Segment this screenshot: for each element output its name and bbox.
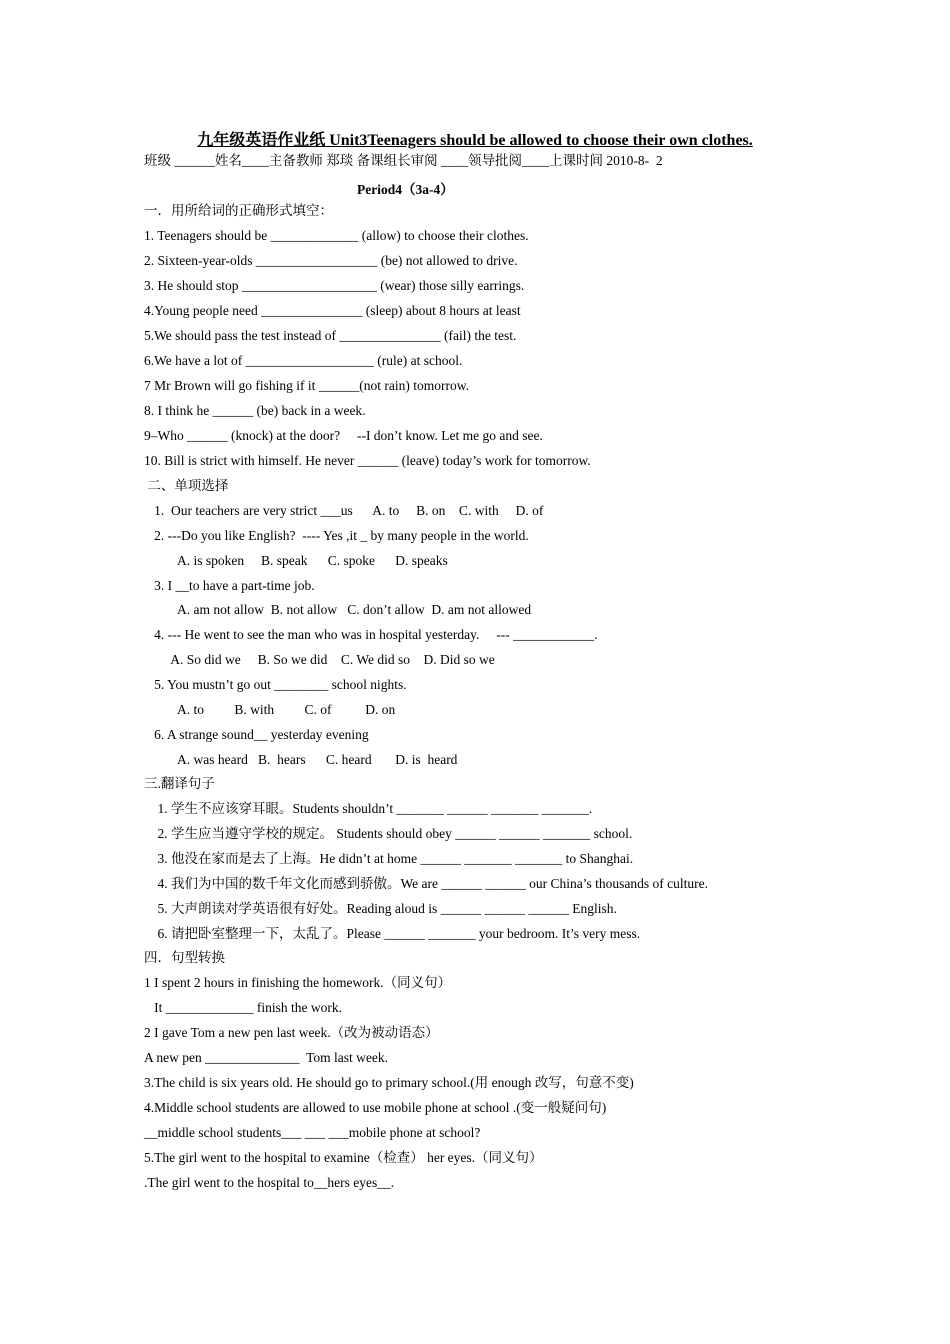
section-3-item: 2. 学生应当遵守学校的规定。 Students should obey ______ ______ _______ school.	[144, 826, 633, 841]
section-1-item: 8. I think he ______ (be) back in a week.	[144, 403, 366, 418]
section-3-item: 3. 他没在家而是去了上海。He didn’t at home ______ _______ _______ to Shanghai.	[144, 851, 634, 866]
section-1-item: 2. Sixteen-year-olds __________________ (be) not allowed to drive.	[144, 253, 518, 268]
section-1-item: 3. He should stop ____________________ (wear) those silly earrings.	[144, 278, 525, 293]
section-2-options: A. to B. with C. of D. on	[144, 702, 396, 717]
section-1-item: 5.We should pass the test instead of _______________ (fail) the test.	[144, 328, 517, 343]
section-2-item: 4. --- He went to see the man who was in hospital yesterday. --- ____________.	[144, 627, 598, 642]
section-3-item: 6. 请把卧室整理一下，太乱了。Please ______ _______ your bedroom. It’s very mess.	[144, 926, 641, 941]
header-info-line: 班级 ______姓名____主备教师 郑琰 备课组长审阅 ____领导批阅____上课时间 2010-8- 2	[144, 153, 663, 168]
section-4-item: 3.The child is six years old. He should go to primary school.(用 enough 改写，句意不变)	[144, 1075, 634, 1090]
section-4-answer-line: .The girl went to the hospital to__hers eyes__.	[144, 1175, 395, 1190]
section-2-item: 3. I __to have a part-time job.	[144, 578, 315, 593]
section-2-item: 2. ---Do you like English? ---- Yes ,it _ by many people in the world.	[144, 528, 529, 543]
section-1-item: 6.We have a lot of ___________________ (rule) at school.	[144, 353, 463, 368]
section-1-item: 1. Teenagers should be _____________ (allow) to choose their clothes.	[144, 228, 529, 243]
section-4-answer-line: It _____________ finish the work.	[144, 1000, 342, 1015]
section-2-item: 5. You mustn’t go out ________ school nights.	[144, 677, 407, 692]
section-4-answer-line: A new pen ______________ Tom last week.	[144, 1050, 389, 1065]
section-4-item: 2 I gave Tom a new pen last week.（改为被动语态）	[144, 1025, 439, 1040]
section-1-item: 9–Who ______ (knock) at the door? --I don’t know. Let me go and see.	[144, 428, 543, 443]
section-2-options: A. So did we B. So we did C. We did so D. Did so we	[144, 652, 495, 667]
section-3-item: 5. 大声朗读对学英语很有好处。Reading aloud is ______ ______ ______ English.	[144, 901, 617, 916]
section-3-item: 4. 我们为中国的数千年文化而感到骄傲。We are ______ ______ our China’s thousands of culture.	[144, 876, 708, 891]
section-1-item: 4.Young people need _______________ (sleep) about 8 hours at least	[144, 303, 521, 318]
section-1-heading: 一．用所给词的正确形式填空：	[144, 203, 333, 218]
section-3-heading: 三.翻译句子	[144, 776, 215, 791]
section-4-item: 5.The girl went to the hospital to examine（检查） her eyes.（同义句）	[144, 1150, 543, 1165]
section-4-item: 1 I spent 2 hours in finishing the homework.（同义句）	[144, 975, 452, 990]
section-1-item: 7 Mr Brown will go fishing if it ______(not rain) tomorrow.	[144, 378, 469, 393]
section-2-item: 6. A strange sound__ yesterday evening	[144, 727, 369, 742]
section-2-heading: 二、单项选择	[144, 478, 229, 493]
section-3-item: 1. 学生不应该穿耳眼。Students shouldn’t _______ ______ _______ _______.	[144, 801, 593, 816]
section-1-item: 10. Bill is strict with himself. He never ______ (leave) today’s work for tomorrow.	[144, 453, 591, 468]
section-4-answer-line: __middle school students___ ___ ___mobile phone at school?	[144, 1125, 481, 1140]
page-title: 九年级英语作业纸 Unit3Teenagers should be allowed to choose their own clothes.	[197, 132, 753, 149]
section-2-options: A. am not allow B. not allow C. don’t allow D. am not allowed	[144, 602, 532, 617]
period-label: Period4（3a-4）	[357, 182, 454, 197]
section-2-options: A. was heard B. hears C. heard D. is heard	[144, 752, 458, 767]
section-2-item: 1. Our teachers are very strict ___us A. to B. on C. with D. of	[144, 503, 544, 518]
section-2-options: A. is spoken B. speak C. spoke D. speaks	[144, 553, 448, 568]
section-4-heading: 四．句型转换	[144, 950, 225, 965]
section-4-item: 4.Middle school students are allowed to use mobile phone at school .(变一般疑问句)	[144, 1100, 607, 1115]
